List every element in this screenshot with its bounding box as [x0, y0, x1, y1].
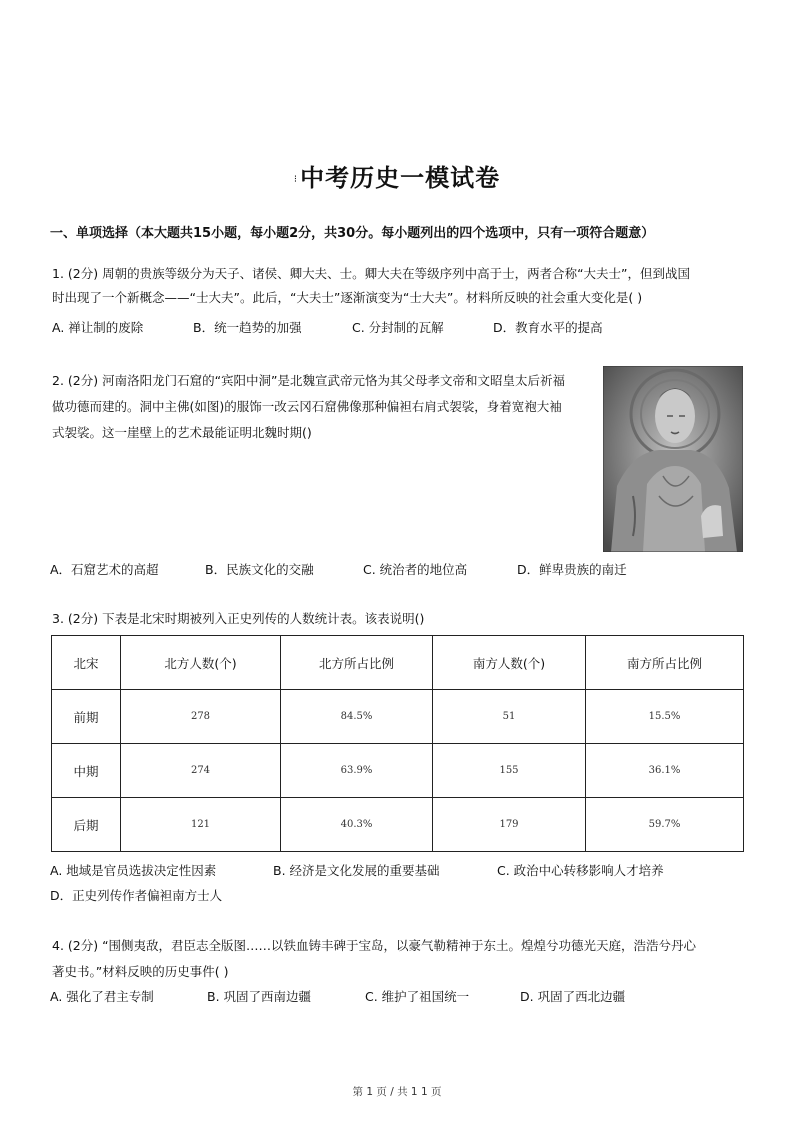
question-3-line: 3. (2分) 下表是北宋时期被列入正史列传的人数统计表。该表说明(): [52, 611, 425, 626]
question-4-line-1: 4. (2分) “围侧夷敌，君臣志全版图……以铁血铸丰碑于宝岛，以豪气勒精神于东土。煌煌兮功德光天庭，浩浩兮丹心: [52, 938, 697, 953]
question-1-option-d[interactable]: D．教育水平的提高: [493, 320, 603, 335]
table-cell: 84.5%: [281, 690, 433, 744]
table-row: [52, 744, 744, 798]
question-2-option-a[interactable]: A．石窟艺术的高超: [50, 562, 159, 577]
question-1-line-2: 时出现了一个新概念——“士大夫”。此后，“大夫士”逐渐演变为“士大夫”。材料所反映的社会重大变化是( ): [52, 290, 643, 305]
table-cell: 63.9%: [281, 744, 433, 798]
question-1-option-b[interactable]: B．统一趋势的加强: [193, 320, 302, 335]
table-header-cell: 南方人数(个): [433, 636, 586, 690]
question-3-options-row-1: [0, 861, 794, 881]
question-4-option-c[interactable]: C. 维护了祖国统一: [365, 989, 470, 1004]
question-4-option-a[interactable]: A. 强化了君主专制: [50, 989, 154, 1004]
question-3-option-d[interactable]: D．正史列传作者偏袒南方士人: [50, 888, 223, 903]
table-row: [52, 798, 744, 852]
buddha-statue-image: [603, 366, 743, 552]
statistics-table: [51, 635, 744, 852]
question-1-line-1: 1. (2分) 周朝的贵族等级分为天子、诸侯、卿大夫、士。卿大夫在等级序列中高于士，两者合称“大夫士”，但到战国: [52, 266, 691, 281]
question-2-option-d[interactable]: D．鲜卑贵族的南迁: [517, 562, 627, 577]
page-footer: 第 1 页 / 共 1 1 页: [352, 1086, 442, 1098]
question-3-option-b[interactable]: B. 经济是文化发展的重要基础: [273, 863, 440, 878]
question-4-line-2: 著史书。”材料反映的历史事件( ): [52, 964, 229, 979]
page-title: [0, 158, 794, 193]
question-2-option-b[interactable]: B．民族文化的交融: [205, 562, 314, 577]
table-header-cell: 北方人数(个): [121, 636, 281, 690]
question-2-options: [0, 560, 794, 580]
table-header-cell: 南方所占比例: [586, 636, 744, 690]
table-cell: 278: [121, 690, 281, 744]
table-cell: 155: [433, 744, 586, 798]
table-cell: 121: [121, 798, 281, 852]
table-header-cell: 北方所占比例: [281, 636, 433, 690]
question-1-options: [0, 318, 794, 338]
table-cell: 后期: [52, 798, 121, 852]
question-1: [52, 262, 690, 310]
title-mark: ⁝: [293, 174, 299, 185]
table-cell: 59.7%: [586, 798, 744, 852]
section-heading: 一、单项选择（本大题共15小题，每小题2分，共30分。每小题列出的四个选项中，只有一项符合题意）: [50, 226, 655, 241]
question-3-option-c[interactable]: C. 政治中心转移影响人才培养: [497, 863, 664, 878]
question-4-option-d[interactable]: D. 巩固了西北边疆: [520, 989, 626, 1004]
question-2-line-1: 2. (2分) 河南洛阳龙门石窟的“宾阳中洞”是北魏宣武帝元恪为其父母孝文帝和文昭皇太后祈福: [52, 373, 566, 388]
question-4-options: [0, 987, 794, 1007]
table-cell: 前期: [52, 690, 121, 744]
question-1-option-c[interactable]: C. 分封制的瓦解: [352, 320, 444, 335]
table-header-row: [52, 636, 744, 690]
question-2: [52, 368, 565, 446]
table-header-cell: 北宋: [52, 636, 121, 690]
question-3-options-row-2: [0, 886, 794, 906]
table-cell: 中期: [52, 744, 121, 798]
question-2-line-3: 式袈裟。这一崖壁上的艺术最能证明北魏时期(): [52, 425, 312, 440]
table-cell: 274: [121, 744, 281, 798]
table-cell: 36.1%: [586, 744, 744, 798]
question-4: [52, 933, 696, 985]
table-row: [52, 690, 744, 744]
title-text: 中考历史一模试卷: [300, 163, 501, 192]
table-cell: 51: [433, 690, 586, 744]
question-3-option-a[interactable]: A. 地域是官员选拔决定性因素: [50, 863, 217, 878]
table-cell: 40.3%: [281, 798, 433, 852]
table-cell: 15.5%: [586, 690, 744, 744]
question-1-option-a[interactable]: A. 禅让制的废除: [52, 320, 144, 335]
table-cell: 179: [433, 798, 586, 852]
question-4-option-b[interactable]: B. 巩固了西南边疆: [207, 989, 312, 1004]
question-2-option-c[interactable]: C. 统治者的地位高: [363, 562, 468, 577]
question-2-line-2: 做功德而建的。洞中主佛(如图)的服饰一改云冈石窟佛像那种偏袒右肩式袈裟，身着宽袍大袖: [52, 399, 562, 414]
